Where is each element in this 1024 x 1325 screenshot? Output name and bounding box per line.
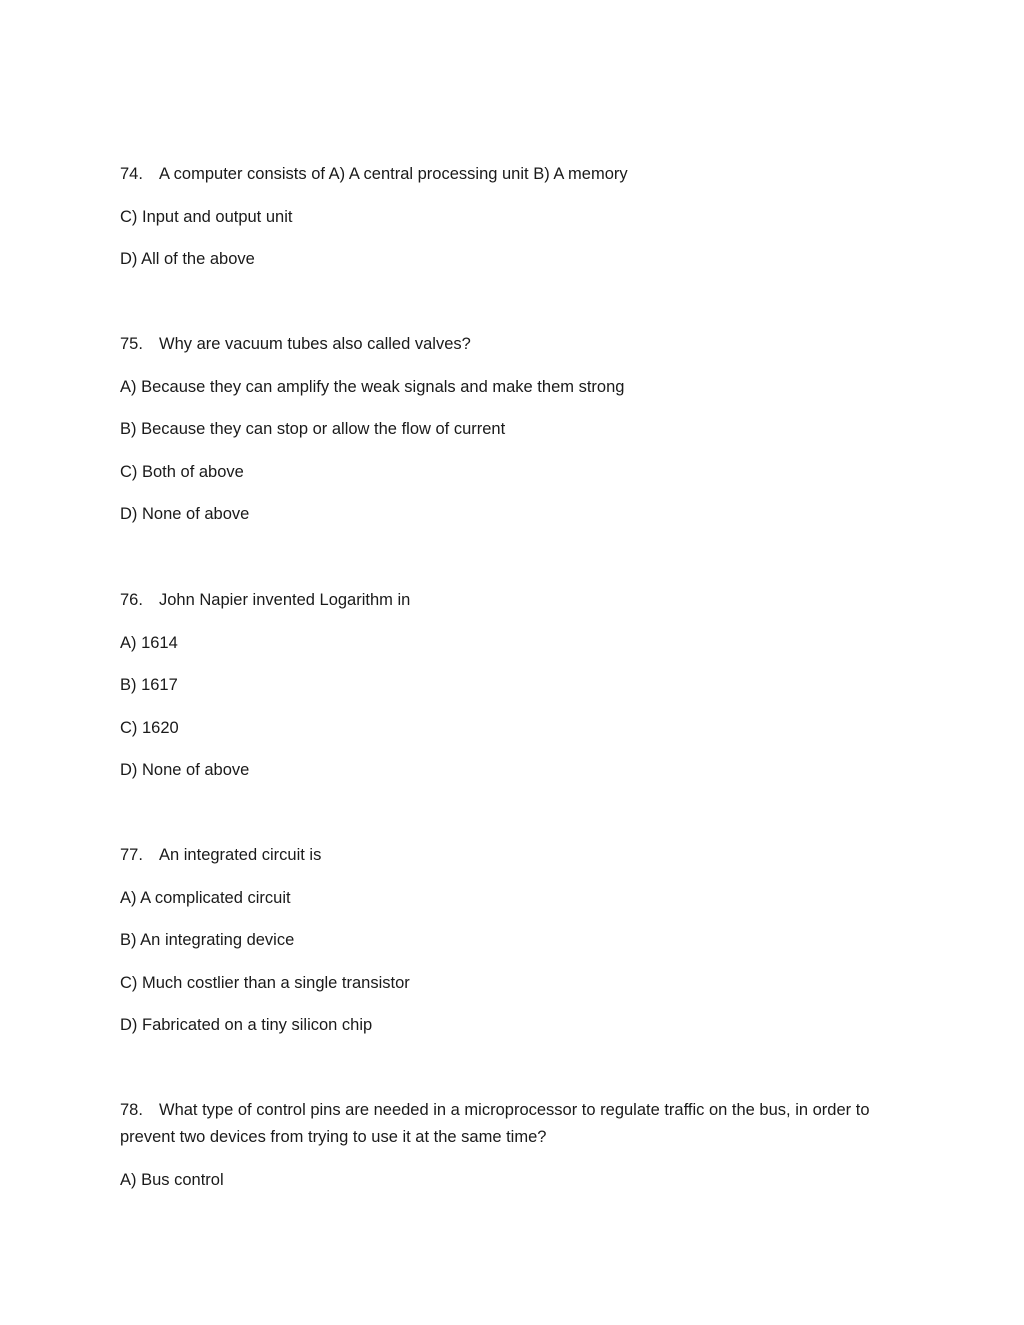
question-stem (120, 842, 910, 869)
question-number: 74. (120, 165, 143, 183)
answer-option: A) A complicated circuit (120, 888, 291, 907)
question-number: 76. (120, 591, 143, 609)
answer-option: B) An integrating device (120, 931, 295, 949)
answer-option: B) 1617 (120, 676, 178, 694)
answer-option: B) Because they can stop or allow the flow of current (120, 420, 506, 438)
answer-option: D) None of above (120, 761, 250, 779)
question-75 (120, 331, 910, 528)
question-text: An integrated circuit is (159, 846, 322, 864)
question-text: Why are vacuum tubes also called valves? (159, 335, 471, 353)
answer-option: A) Bus control (120, 1170, 224, 1189)
question-text: A computer consists of A) A central processing unit B) A memory (159, 165, 628, 183)
question-stem (120, 587, 910, 614)
question-stem (120, 331, 910, 358)
question-74 (120, 161, 910, 273)
answer-option: C) 1620 (120, 718, 179, 737)
answer-option: D) All of the above (120, 250, 255, 268)
question-text: John Napier invented Logarithm in (159, 591, 411, 609)
question-number: 78. (120, 1101, 143, 1119)
question-number: 77. (120, 846, 143, 864)
answer-option: A) Because they can amplify the weak signals and make them strong (120, 377, 625, 396)
question-number: 75. (120, 335, 143, 353)
question-stem (120, 1097, 910, 1151)
question-76 (120, 587, 910, 784)
question-77 (120, 842, 910, 1039)
answer-option: D) Fabricated on a tiny silicon chip (120, 1016, 373, 1034)
question-78 (120, 1097, 910, 1194)
answer-option: C) Much costlier than a single transistor (120, 973, 410, 992)
answer-option: D) None of above (120, 505, 250, 523)
question-stem (120, 161, 910, 188)
answer-option: C) Both of above (120, 462, 244, 481)
answer-option: C) Input and output unit (120, 207, 293, 226)
question-text: What type of control pins are needed in a microprocessor to regulate traffic on the bus, in order to prevent two devices from trying to use it at the same time? (120, 1101, 870, 1146)
answer-option: A) 1614 (120, 633, 178, 652)
